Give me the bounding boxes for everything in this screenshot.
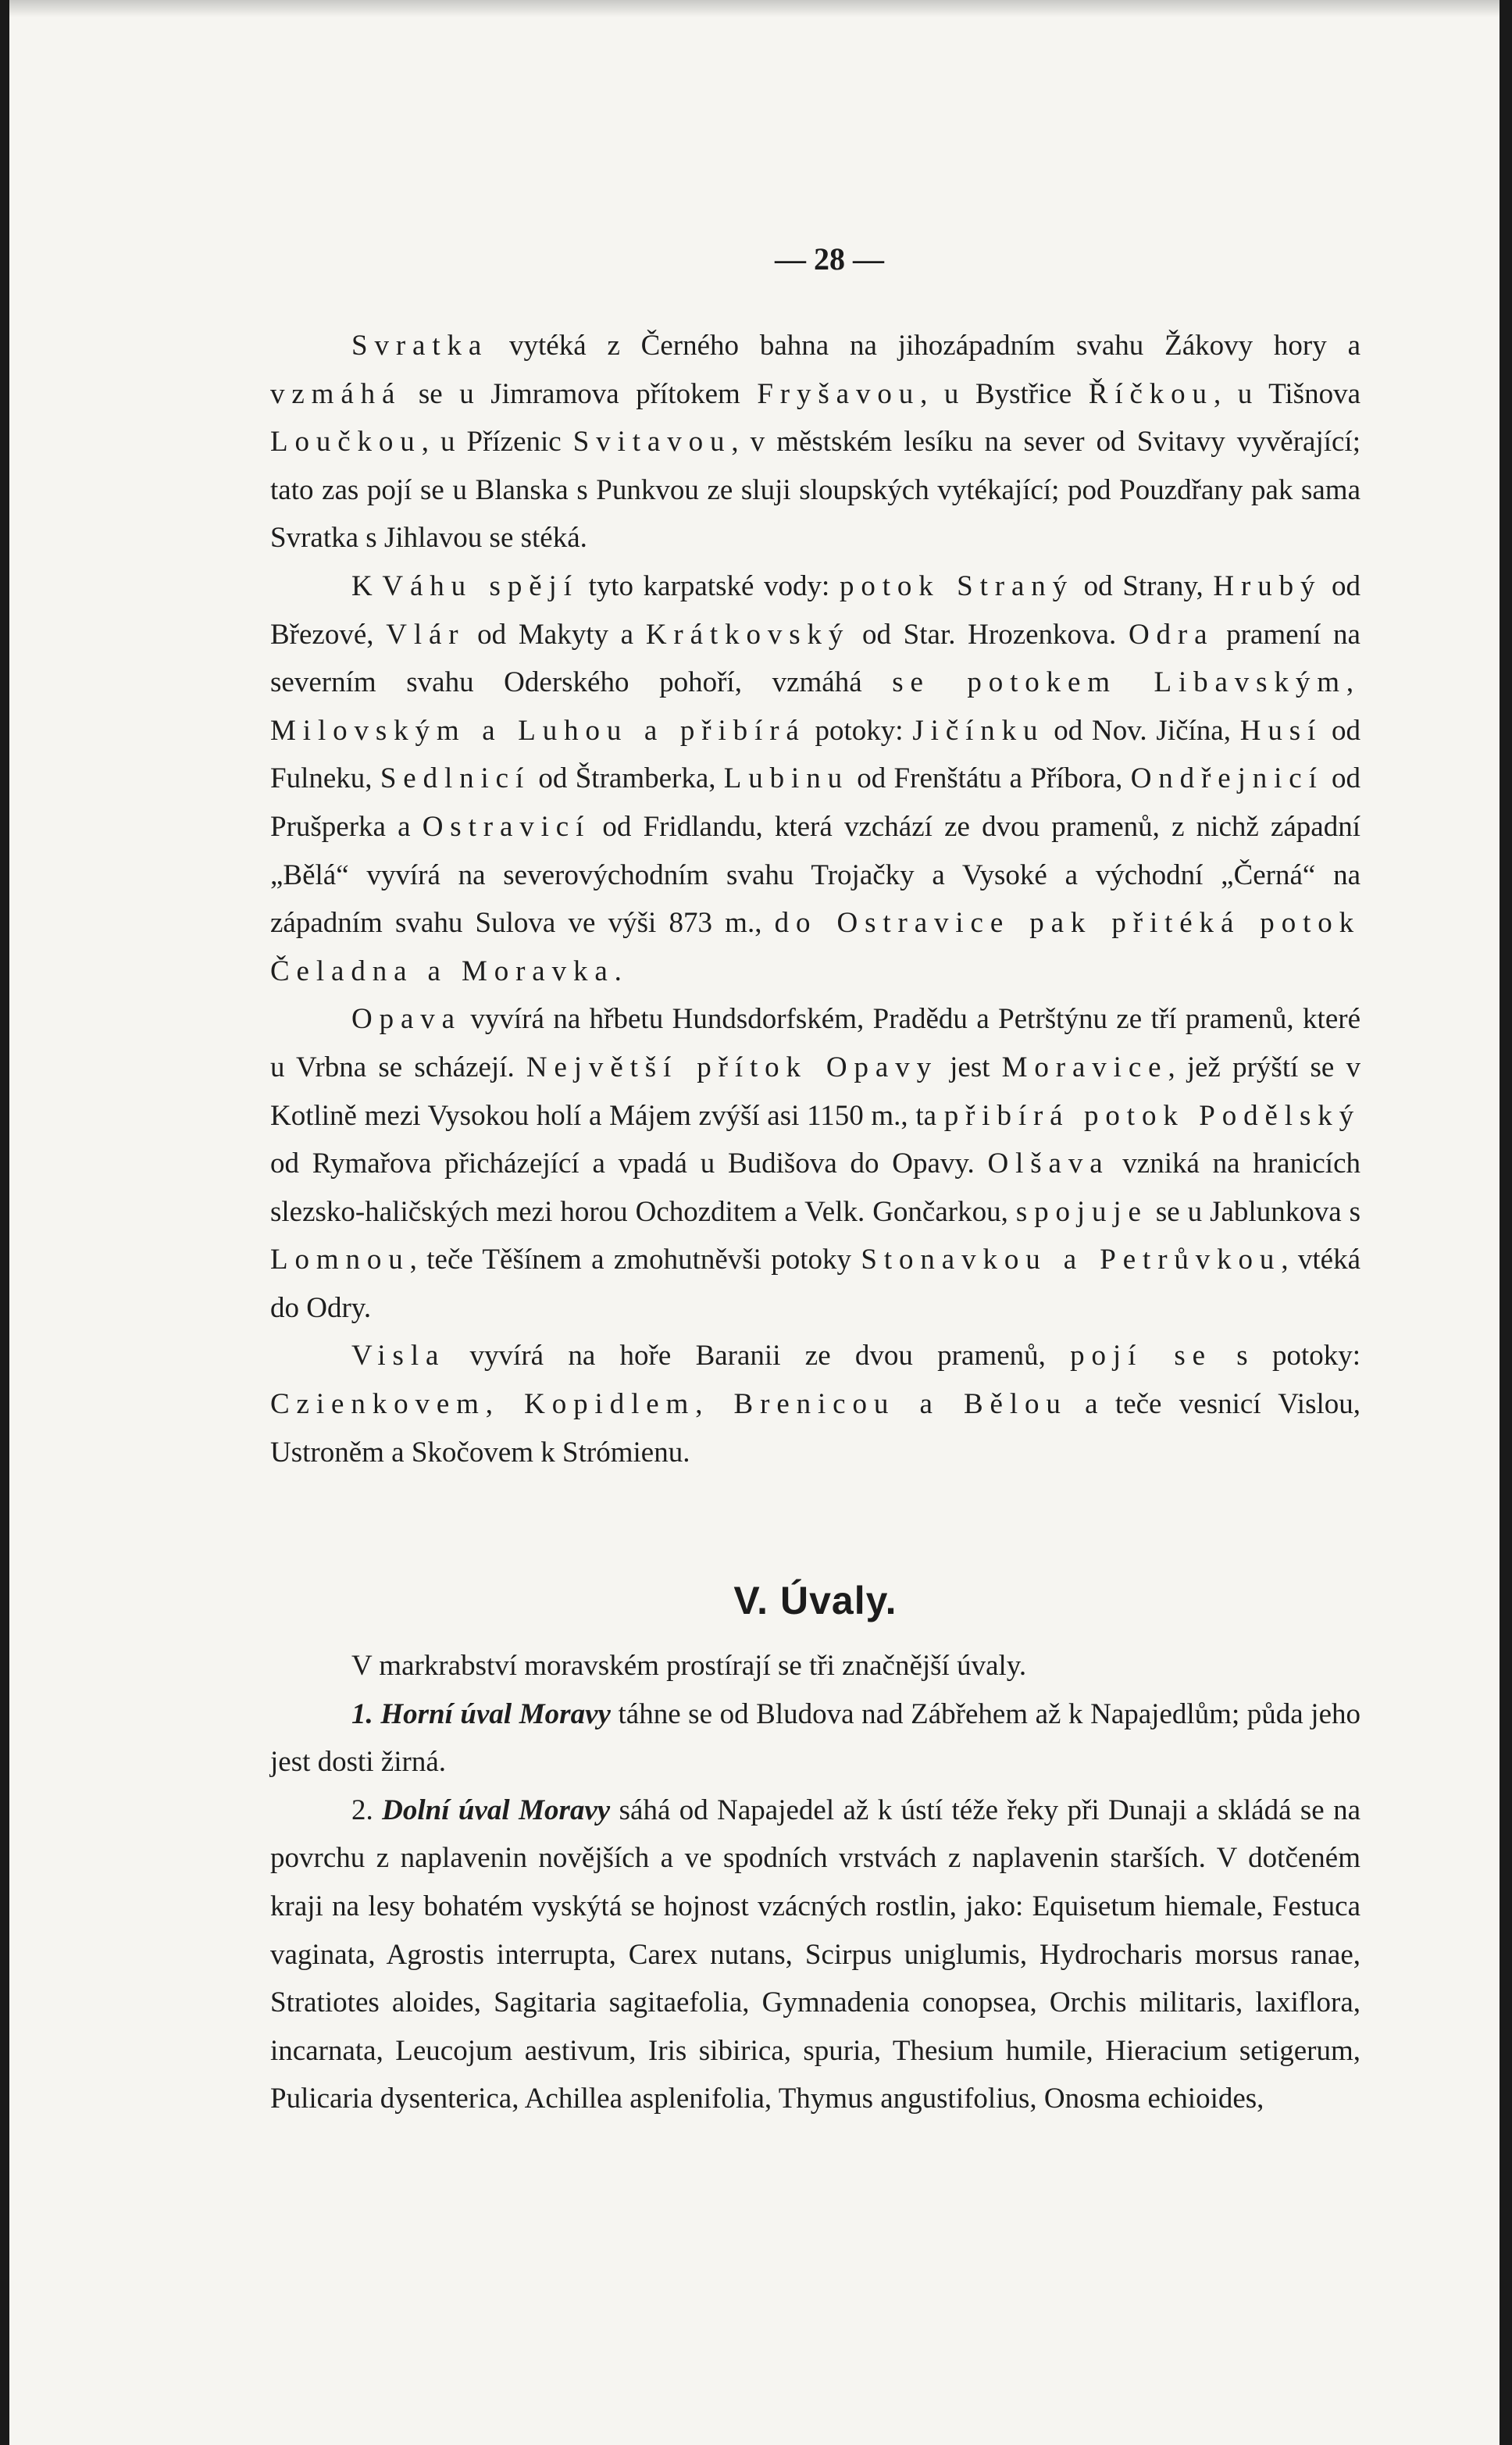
river-name-olsava: Olšava	[987, 1148, 1110, 1180]
paragraph-horni-uval: 1. Horní úval Moravy táhne se od Bludova nad Zábřehem až k Napajedlům; půda jeho jest dosti žirná.	[270, 1697, 1360, 1779]
river-name-odra: Odra	[1128, 618, 1214, 651]
river-name-vah: Váhu spějí	[382, 569, 579, 602]
river-name-svratka: Svratka	[351, 330, 489, 362]
paragraph-opava: Opava vyvírá na hřbetu Hundsdorfském, Pradědu a Petrštýnu ze tří pramenů, které u Vrbna se scházejí. Největší přítok Opavy jest Moravice, jež prýští se v Kotlině mezi Vysokou holí a Májem zvýší asi 1150 m., ta přibírá potok Podělský od Rymařova přicházející a vpadá u Budišova do Opavy. Olšava vzniká na hranicích slezsko-haličských mezi horou Ochozditem a Velk. Gončarkou, spojuje se u Jablunkova s Lomnou, teče Těšínem a zmohutněvši potoky Stonavkou a Petrůvkou, vtéká do Odry.	[270, 1003, 1361, 1324]
paragraph-visla: Visla vyvírá na hoře Baranii ze dvou pramenů, pojí se s potoky: Czienkovem, Kopidlem, Brenicou a Bělou a teče vesnicí Vislou, Ustroněm a Skočovem k Strómienu.	[270, 1340, 1361, 1469]
section-heading-uvaly: V. Úvaly.	[733, 1579, 897, 1622]
river-name-visla: Visla	[351, 1340, 446, 1372]
rivers-section	[270, 322, 1360, 1476]
paragraph-vah-odra: K Váhu spějí tyto karpatské vody: potok Straný od Strany, Hrubý od Březové, Vlár od Makyty a Krátkovský od Star. Hrozenkova. Odra pramení na severním svahu Oderského pohoří, vzmáhá se potokem Libavským, Milovským a Luhou a přibírá potoky: Jičínku od Nov. Jičína, Husí od Fulneku, Sedlnicí od Štramberka, Lubinu od Frenštátu a Příbora, Ondřejnicí od Prušperka a Ostravicí od Fridlandu, která vzchází ze dvou pramenů, z nichž západní „Bělá“ vyvírá na severovýchodním svahu Trojačky a Vysoké a východní „Černá“ na západním svahu Sulova ve výši 873 m., do Ostravice pak přitéká potok Čeladna a Moravka.	[270, 569, 1361, 987]
river-name-opava: Opava	[351, 1003, 462, 1036]
page-number: — 28 —	[775, 241, 884, 277]
uvaly-section	[270, 1642, 1360, 2123]
paragraph-uvaly-intro: V markrabství moravském prostírají se tři značnější úvaly.	[351, 1650, 1027, 1682]
term-horni-uval: 1. Horní úval Moravy	[351, 1697, 611, 1730]
paragraph-dolni-uval: 2. Dolní úval Moravy sáhá od Napajedel až k ústí téže řeky při Dunaji a skládá se na povrchu z naplavenin novějších a ve spodních vrstvách z naplavenin starších. V dotčeném kraji na lesy bohatém vyskýtá se hojnost vzácných rostlin, jako: Equisetum hiemale, Festuca vaginata, Agrostis interrupta, Carex nutans, Scirpus uniglumis, Hydrocharis morsus ranae, Stratiotes aloides, Sagitaria sagitaefolia, Gymnadenia conopsea, Orchis militaris, laxiflora, incarnata, Leucojum aestivum, Iris sibirica, spuria, Thesium humile, Hieracium setigerum, Pulicaria dysenterica, Achillea asplenifolia, Thymus angustifolius, Onosma echioides,	[270, 1794, 1361, 2115]
paragraph-svratka: Svratka vytéká z Černého bahna na jihozápadním svahu Žákovy hory a vzmáhá se u Jimramova přítokem Fryšavou, u Bystřice Říčkou, u Tišnova Loučkou, u Přízenic Svitavou, v městském lesíku na sever od Svitavy vyvěrající; tato zas pojí se u Blanska s Punkvou ze sluji sloupských vytékající; pod Pouzdřany pak sama Svratka s Jihlavou se stéká.	[270, 330, 1360, 555]
term-dolni-uval: Dolní úval Moravy	[382, 1794, 611, 1826]
scanned-page	[9, 0, 1500, 2445]
